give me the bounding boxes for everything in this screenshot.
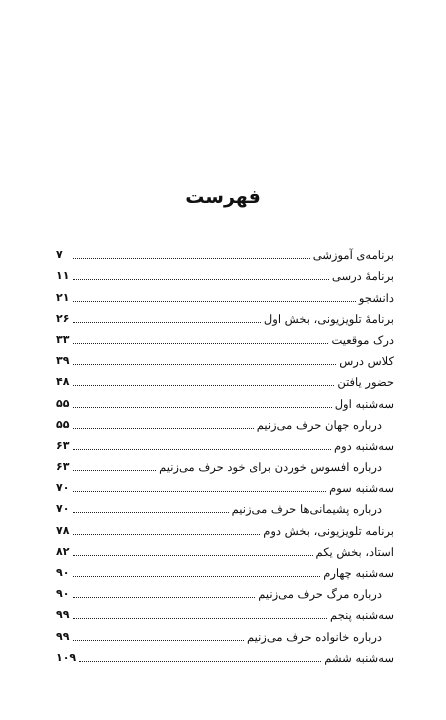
toc-entry-title: برنامهٔ تلویزیونی، بخش اول — [263, 311, 394, 326]
toc-entry-title: برنامهٔ درسی — [331, 269, 394, 284]
toc-page-number: ۶۳ — [56, 438, 70, 452]
toc-page-number: ۲۱ — [56, 290, 70, 304]
dot-leader — [73, 428, 254, 429]
toc-page-number: ۱۱ — [56, 269, 70, 283]
dot-leader — [73, 597, 255, 598]
toc-entry — [56, 307, 394, 328]
toc-subentry — [56, 582, 394, 603]
dot-leader — [73, 364, 336, 365]
toc-entry — [56, 646, 394, 667]
dot-leader — [73, 343, 328, 344]
toc-page-number: ۱۰۹ — [56, 650, 77, 664]
page-title: فهرست — [185, 185, 261, 208]
toc-page-number: ۸۲ — [56, 544, 70, 558]
toc-entry-title: درباره خانواده حرف می‌زنیم — [246, 629, 382, 644]
toc-page-number: ۹۰ — [56, 587, 70, 601]
toc-page-number: ۷۸ — [56, 523, 70, 537]
toc-page-number: ۴۸ — [56, 375, 70, 389]
dot-leader — [79, 661, 321, 662]
toc-page-number: ۳۹ — [56, 354, 70, 368]
dot-leader — [73, 512, 229, 513]
toc-subentry — [56, 624, 394, 645]
toc-entry — [56, 603, 394, 624]
toc-subentry — [56, 413, 394, 434]
toc-entry — [56, 243, 394, 264]
toc-page-number: ۶۳ — [56, 460, 70, 474]
toc-entry-title: درباره پشیمانی‌ها حرف می‌زنیم — [231, 502, 382, 517]
dot-leader — [73, 555, 313, 556]
toc-entry-title: درک موقعیت — [331, 332, 394, 347]
toc-page-number: ۹۰ — [56, 566, 70, 579]
dot-leader — [73, 258, 310, 259]
toc-entry — [56, 476, 394, 497]
toc-entry-title: حضور یافتن — [337, 375, 394, 390]
toc-page-number: ۷ — [56, 248, 63, 262]
toc-entry-title: درباره مرگ حرف می‌زنیم — [258, 587, 382, 602]
toc-entry — [56, 540, 394, 561]
dot-leader — [73, 301, 356, 302]
toc-subentry — [56, 455, 394, 476]
toc-entry-title: برنامه تلویزیونی، بخش دوم — [263, 523, 394, 538]
toc-page-number: ۳۳ — [56, 332, 70, 346]
toc-entry-title: سه‌شنبه اول — [334, 396, 394, 411]
toc-entry-title: سه‌شنبه ششم — [324, 650, 394, 665]
toc-entry-title: درباره افسوس خوردن برای خود حرف می‌زنیم — [159, 460, 382, 475]
dot-leader — [73, 322, 261, 323]
dot-leader — [73, 449, 331, 450]
toc-entry — [56, 349, 394, 370]
toc-entry-title: درباره جهان حرف می‌زنیم — [256, 417, 382, 432]
toc-entry-title: دانشجو — [358, 290, 394, 305]
dot-leader — [73, 407, 332, 408]
toc-entry-title: سه‌شنبه چهارم — [323, 566, 394, 580]
toc-page-number: ۷۰ — [56, 481, 70, 495]
toc-page-number: ۹۹ — [56, 608, 70, 622]
toc-entry — [56, 285, 394, 306]
toc-page-number: ۵۵ — [56, 417, 70, 431]
table-of-contents — [56, 243, 394, 667]
dot-leader — [73, 618, 327, 619]
dot-leader — [73, 491, 326, 492]
dot-leader — [73, 640, 244, 641]
toc-entry-title: برنامه‌ی آموزشی — [312, 248, 394, 263]
dot-leader — [73, 576, 320, 577]
toc-entry — [56, 264, 394, 285]
toc-entry-title: استاد، بخش یکم — [315, 544, 394, 559]
toc-entry-title: سه‌شنبه پنجم — [330, 608, 394, 623]
toc-page-number: ۷۰ — [56, 502, 70, 516]
toc-entry — [56, 370, 394, 391]
toc-subentry — [56, 497, 394, 518]
toc-entry — [56, 434, 394, 455]
dot-leader — [73, 534, 260, 535]
dot-leader — [73, 470, 156, 471]
toc-page-number: ۵۵ — [56, 396, 70, 410]
dot-leader — [73, 385, 334, 386]
toc-entry — [56, 328, 394, 349]
toc-entry-title: سه‌شنبه دوم — [334, 438, 394, 453]
dot-leader — [73, 279, 329, 280]
toc-entry-title: کلاس درس — [339, 354, 394, 369]
toc-page-number: ۲۶ — [56, 311, 70, 325]
toc-page-number: ۹۹ — [56, 629, 70, 643]
toc-entry-title: سه‌شنبه سوم — [329, 481, 394, 496]
toc-entry — [56, 518, 394, 539]
toc-entry — [56, 391, 394, 412]
toc-entry — [56, 561, 394, 582]
